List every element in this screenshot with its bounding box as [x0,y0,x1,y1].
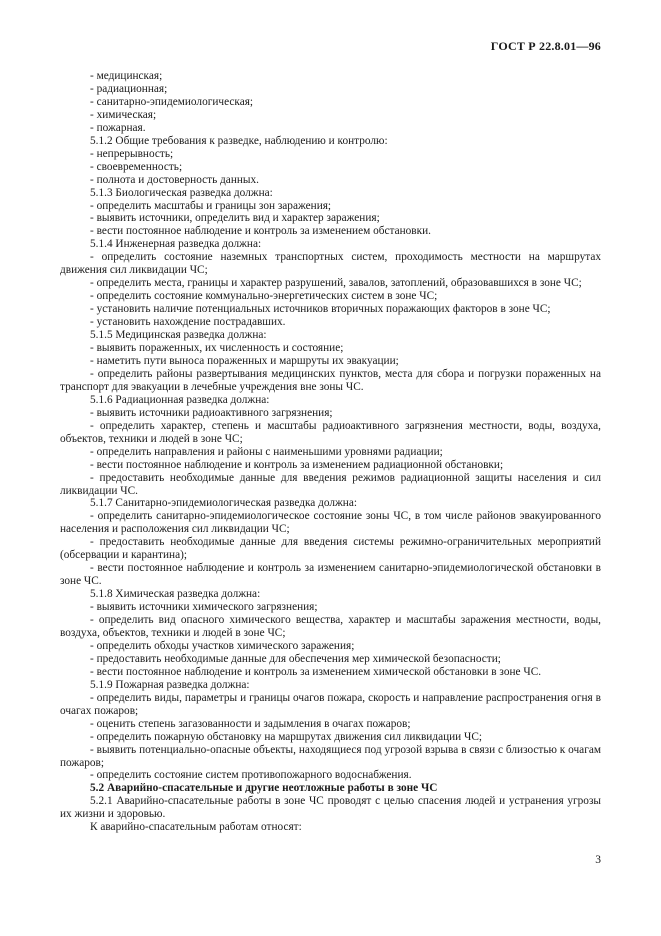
page-number: 3 [595,854,601,866]
paragraph: - полнота и достоверность данных. [90,173,259,186]
paragraph: - определить состояние коммунально-энергетических систем в зоне ЧС; [90,290,438,303]
paragraph: - определить пожарную обстановку на маршрутах движения сил ликвидации ЧС; [90,730,483,743]
document-code: ГОСТ Р 22.8.01—96 [490,39,601,53]
paragraph: 5.1.8 Химическая разведка должна: [90,588,261,601]
paragraph: - определить состояние систем противопожарного водоснабжения. [90,769,412,782]
paragraph: - определить направления и районы с наименьшими уровнями радиации; [90,445,443,458]
paragraph: - выявить источники радиоактивного загрязнения; [90,406,333,419]
paragraph: 5.1.3 Биологическая разведка должна: [90,186,273,199]
paragraph: - определить вид опасного химического вещества, характер и масштабы заражения местности, воды, воздуха, объектов, техники и людей в зоне ЧС; [60,614,601,639]
paragraph: - предоставить необходимые данные для введения системы режимно-ограничительных мероприятий (обсервации и карантина); [60,536,601,562]
paragraph: 5.1.6 Радиационная разведка должна: [90,393,270,406]
paragraph: - определить виды, параметры и границы очагов пожара, скорость и направление распространения огня в очагах пожаров; [60,691,601,717]
paragraph: - вести постоянное наблюдение и контроль за изменением санитарно-эпидемиологической обстановки в зоне ЧС. [60,562,601,588]
paragraph: - оценить степень загазованности и задымления в очагах пожаров; [90,717,411,730]
paragraph: - предоставить необходимые данные для обеспечения мер химической безопасности; [90,652,501,665]
section-heading: 5.2 Аварийно-спасательные и другие неотложные работы в зоне ЧС [90,782,438,795]
paragraph: - определить состояние наземных транспортных систем, проходимость местности на маршрутах движения сил ликвидации ЧС; [60,251,601,277]
paragraph: - санитарно-эпидемиологическая; [90,95,254,108]
paragraph: - своевременность; [90,160,183,173]
paragraph: - установить наличие потенциальных источников вторичных поражающих факторов в зоне ЧС; [90,303,551,316]
paragraph: 5.1.7 Санитарно-эпидемиологическая разведка должна: [90,497,358,510]
paragraph: - определить места, границы и характер разрушений, завалов, затоплений, образовавшихся в зоне ЧС; [90,277,582,290]
paragraph: 5.2.1 Аварийно-спасательные работы в зоне ЧС проводят с целью спасения людей и устранения угрозы их жизни и здоровью. [60,795,601,821]
paragraph: - выявить источники, определить вид и характер заражения; [90,212,380,225]
paragraph: - радиационная; [90,82,168,95]
paragraph: - определить масштабы и границы зон заражения; [90,199,332,212]
paragraph: - пожарная. [90,121,146,134]
paragraph: - определить санитарно-эпидемиологическое состояние зоны ЧС, в том числе районов эвакуированного населения и расположения сил ликвидации ЧС; [60,510,601,536]
paragraph: - выявить источники химического загрязнения; [90,601,318,614]
paragraph: - предоставить необходимые данные для введения режимов радиационной защиты населения и сил ликвидации ЧС. [60,471,601,497]
paragraph: К аварийно-спасательным работам относят: [90,821,302,834]
paragraph: - наметить пути выноса пораженных и маршруты их эвакуации; [90,354,399,367]
paragraph: - определить районы развертывания медицинских пунктов, места для сбора и погрузки пораженных на транспорт для эвакуации в лечебные учреждения вне зоны ЧС. [60,367,601,393]
paragraph: 5.1.9 Пожарная разведка должна: [90,678,250,691]
paragraph: - химическая; [90,108,157,121]
paragraph: - вести постоянное наблюдение и контроль за изменением химической обстановки в зоне ЧС. [90,665,542,678]
paragraph: - определить характер, степень и масштабы радиоактивного загрязнения местности, воды, воздуха, объектов, техники и людей в зоне ЧС; [60,419,601,445]
paragraph: 5.1.4 Инженерная разведка должна: [90,238,262,251]
paragraph: - выявить пораженных, их численность и состояние; [90,342,344,355]
paragraph: - выявить потенциально-опасные объекты, находящиеся под угрозой взрыва в связи с близостью к очагам пожаров; [60,743,601,769]
paragraph: - вести постоянное наблюдение и контроль за изменением радиационной обстановки; [90,458,504,471]
document-body [60,70,601,834]
paragraph: - непрерывность; [90,147,174,160]
paragraph: 5.1.5 Медицинская разведка должна: [90,329,267,342]
paragraph: - медицинская; [90,70,163,82]
paragraph: 5.1.2 Общие требования к разведке, наблюдению и контролю: [90,134,388,147]
paragraph: - вести постоянное наблюдение и контроль за изменением обстановки. [90,225,431,238]
paragraph: - установить нахождение пострадавших. [90,316,286,329]
paragraph: - определить обходы участков химического заражения; [90,639,355,652]
